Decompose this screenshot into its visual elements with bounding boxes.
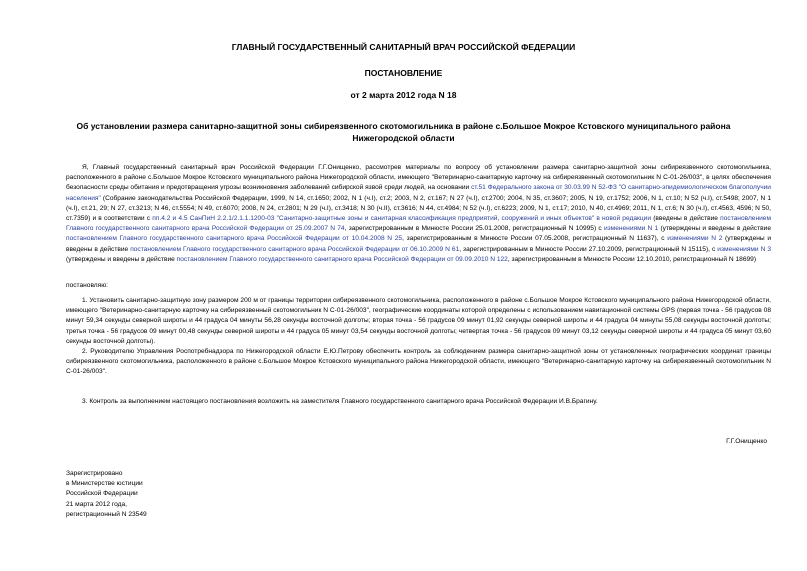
registration-block	[66, 469, 147, 520]
document-title-line-2: Нижегородской области	[352, 133, 455, 143]
document-type: ПОСТАНОВЛЕНИЕ	[364, 68, 443, 78]
link-amendments-n2[interactable]: изменениями N 2	[667, 235, 723, 243]
resolution-item-3: 3. Контроль за выполнением настоящего постановления возложить на заместителя Главного государственного санитарного врача Российской Федерации И.В.Брагину.	[82, 398, 598, 405]
signature: Г.Г.Онищенко	[726, 438, 767, 445]
document-date-number: от 2 марта 2012 года N 18	[350, 90, 457, 100]
link-amendments-n3[interactable]: изменениями N 3	[717, 245, 772, 253]
preamble-text-8: , зарегистрированным в Минюсте России 27.10.2009, регистрационный N 15115), с	[459, 245, 718, 253]
preamble-text-7: (утверждены и введены в действие	[66, 235, 772, 253]
link-resolution-n25[interactable]: постановлением Главного государственного санитарного врача Российской Федерации от 10.04.2008 N 25	[66, 235, 403, 243]
resolves-label: постановляю:	[66, 282, 109, 289]
registration-line-4: 21 марта 2012 года,	[66, 500, 127, 508]
registration-line-5: регистрационный N 23549	[66, 510, 147, 518]
document-title	[0, 120, 807, 144]
preamble-text-6: , зарегистрированным в Минюсте России 07.05.2008, регистрационный N 11637), с	[402, 235, 668, 243]
issuing-authority: ГЛАВНЫЙ ГОСУДАРСТВЕННЫЙ САНИТАРНЫЙ ВРАЧ РОССИЙСКОЙ ФЕДЕРАЦИИ	[231, 42, 576, 52]
registration-line-2: в Министерстве юстиции	[66, 480, 143, 488]
preamble-text-10: , зарегистрированным в Минюсте России 12.10.2010, регистрационный N 18699)	[507, 255, 757, 263]
link-sanpin-clauses[interactable]: пп.4.2 и 4.5 СанПиН 2.2.1/2.1.1.1200-03 "Санитарно-защитные зоны и санитарная классификация предприятий, сооружений и иных объектов" в новой редакции	[152, 215, 652, 223]
preamble-text-5: (утверждены и введены в действие	[658, 225, 771, 233]
preamble-text-1: Я, Главный государственный санитарный врач Российской Федерации Г.Г.Онищенко, рассмотрев материалы по вопросу об установлении размера санитарно-защитной зоны сибиреязвенного скотомогильника, расположенного в районе с.Большое Мокрое Кстовского муниципального района Нижегородской области, имеющего "Ветеринарно-санитарную карточку на сибиреязвенный скотомогильник N С-01-26/003", в целях обеспечения безопасности среды обитания и предотвращения угрозы возникновения заболеваний сибирской язвой среди людей, на основании	[66, 164, 771, 192]
resolution-item-1: 1. Установить санитарно-защитную зону размером 200 м от границы территории сибиреязвенного скотомогильника, расположенного в районе с.Большое Мокрое Кстовского муниципального района Нижегородской области, имеющего "Ветеринарно-санитарную карточку на сибиреязвенный скотомогильник N С-01-26/003", географические координаты которой определены с использованием навигационной системы GPS (первая точка - 56 градусов 08 минут 59,34 секунды северной широты и 44 градуса 04 минуты 56,28 секунды восточной долготы; вторая точка - 56 градусов 09 минут 01,92 секунды северной широты и 44 градуса 04 минуты 55,08 секунды восточной долготы; третья точка - 56 градусов 09 минут 00,48 секунды северной широты и 44 градуса 05 минут 03,54 секунды восточной долготы; четвертая точка - 56 градусов 09 минут 03,12 секунды северной широты и 44 градуса 05 минут 03,60 секунды восточной долготы).	[66, 297, 771, 345]
link-resolution-n122[interactable]: постановлением Главного государственного санитарного врача Российской Федерации от 09.09.2010 N 122	[176, 255, 508, 263]
preamble-paragraph	[66, 163, 771, 265]
preamble-text-4: , зарегистрированным в Минюсте России 25.01.2008, регистрационный N 10995) с	[344, 225, 604, 233]
preamble-text-2: (Собрание законодательства Российской Федерации, 1999, N 14, ст.1650; 2002, N 1 (ч.I), ст.2; 2003, N 2, ст.167; N 27 (ч.I), ст.2700; 2004, N 35, ст.3607; 2005, N 19, ст.1752; 2006, N 1, ст.10; N 52 (ч.I), ст.5498; 2007, N 1 (ч.I), ст.21, 29; N 27, ст.3213; N 46, ст.5554; N 49, ст.6070; 2008, N 24, ст.2801; N 29 (ч.I), ст.3418; N 30 (ч.II), ст.3616; N 44, ст.4984; N 52 (ч.I), ст.6223; 2009, N 1, ст.17; 2010, N 40, ст.4969; 2011, N 1, ст.6; N 30 (ч.I), ст.4563, 4596; N 50, ст.7359) и в соответствии с	[66, 194, 771, 223]
link-amendments-n1[interactable]: изменениями N 1	[603, 225, 659, 233]
link-resolution-n74[interactable]: постановлением Главного государственного санитарного врача Российской Федерации от 25.09.2007 N 74	[66, 215, 772, 233]
preamble-text-9: (утверждены и введены в действие	[66, 255, 177, 263]
link-resolution-n61[interactable]: постановлением Главного государственного санитарного врача Российской Федерации от 06.10.2009 N 61	[130, 245, 460, 253]
resolution-item-2: 2. Руководителю Управления Роспотребнадзора по Нижегородской области Е.Ю.Петрову обеспечить контроль за соблюдением размера санитарно-защитной зоны от установленных географических координат границы сибиреязвенного скотомогильника, расположенного в районе с.Большое Мокрое Кстовского муниципального района Нижегородской области, имеющего "Ветеринарно-санитарную карточку на сибиреязвенный скотомогильник N С-01-26/003".	[66, 348, 771, 376]
link-federal-law-art51[interactable]: ст.51 Федерального закона от 30.03.99 N 52-ФЗ "О санитарно-эпидемиологическом благополучии населения"	[66, 184, 771, 202]
document-title-line-1: Об установлении размера санитарно-защитной зоны сибиреязвенного скотомогильника в районе с.Большое Мокрое Кстовского муниципального района	[76, 121, 731, 131]
preamble-text-3: (введены в действие	[651, 215, 721, 223]
registration-line-1: Зарегистрировано	[66, 470, 123, 477]
registration-line-3: Российской Федерации	[66, 490, 138, 498]
